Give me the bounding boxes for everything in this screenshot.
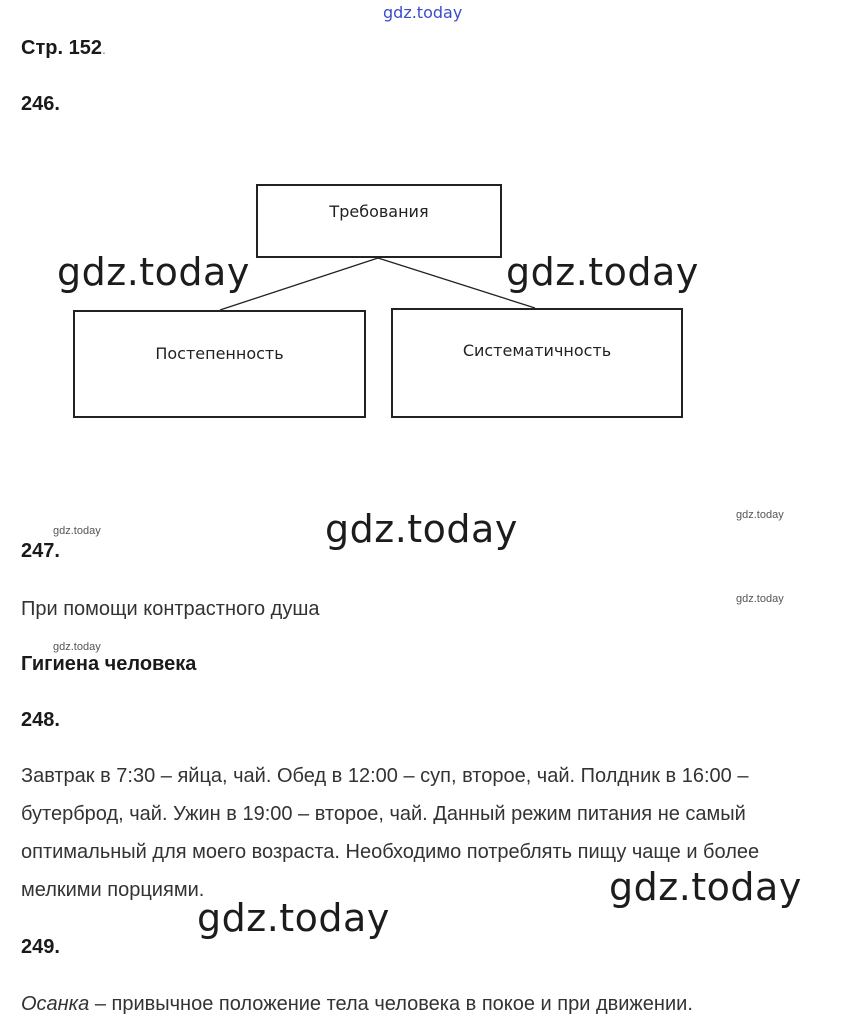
diagram-left-box [73,310,366,418]
diagram-right-box [391,308,683,418]
task-249-answer [21,993,693,1016]
watermark-top: gdz.today [383,3,463,22]
page-label-text: Стр. 152 [21,37,102,59]
section-title: Гигиена человека [21,653,197,675]
watermark-small: gdz.today [53,525,101,537]
watermark-small: gdz.today [736,593,784,605]
task-249-definition: – привычное положение тела человека в покое и при движении. [89,993,693,1015]
task-248-answer: Завтрак в 7:30 – яйца, чай. Обед в 12:00 – суп, второе, чай. Полдник в 16:00 – бутерброд, чай. Ужин в 19:00 – второе, чай. Данный режим питания не самый оптимальный для моего возраста. Необходимо потреблять пищу чаще и более мелкими порциями. [21,765,760,901]
watermark-small: gdz.today [53,641,101,653]
task-number-249: 249. [21,936,60,958]
diagram-right-label: Систематичность [462,340,612,360]
watermark-large: gdz.today [506,250,699,294]
watermark-large: gdz.today [609,865,802,909]
page-label-dot: . [101,41,106,57]
watermark-large: gdz.today [57,250,250,294]
diagram-left-label: Постепенность [155,343,284,363]
diagram-root-box [256,184,502,258]
watermark-small: gdz.today [736,509,784,521]
task-number-246: 246. [21,93,60,115]
task-249-term: Осанка [21,993,90,1015]
watermark-large: gdz.today [325,507,518,551]
diagram-root-label: Требования [329,201,429,221]
task-247-answer: При помощи контрастного душа [21,598,320,620]
task-number-247: 247. [21,540,60,562]
watermark-large: gdz.today [197,896,390,940]
task-number-248: 248. [21,709,60,731]
